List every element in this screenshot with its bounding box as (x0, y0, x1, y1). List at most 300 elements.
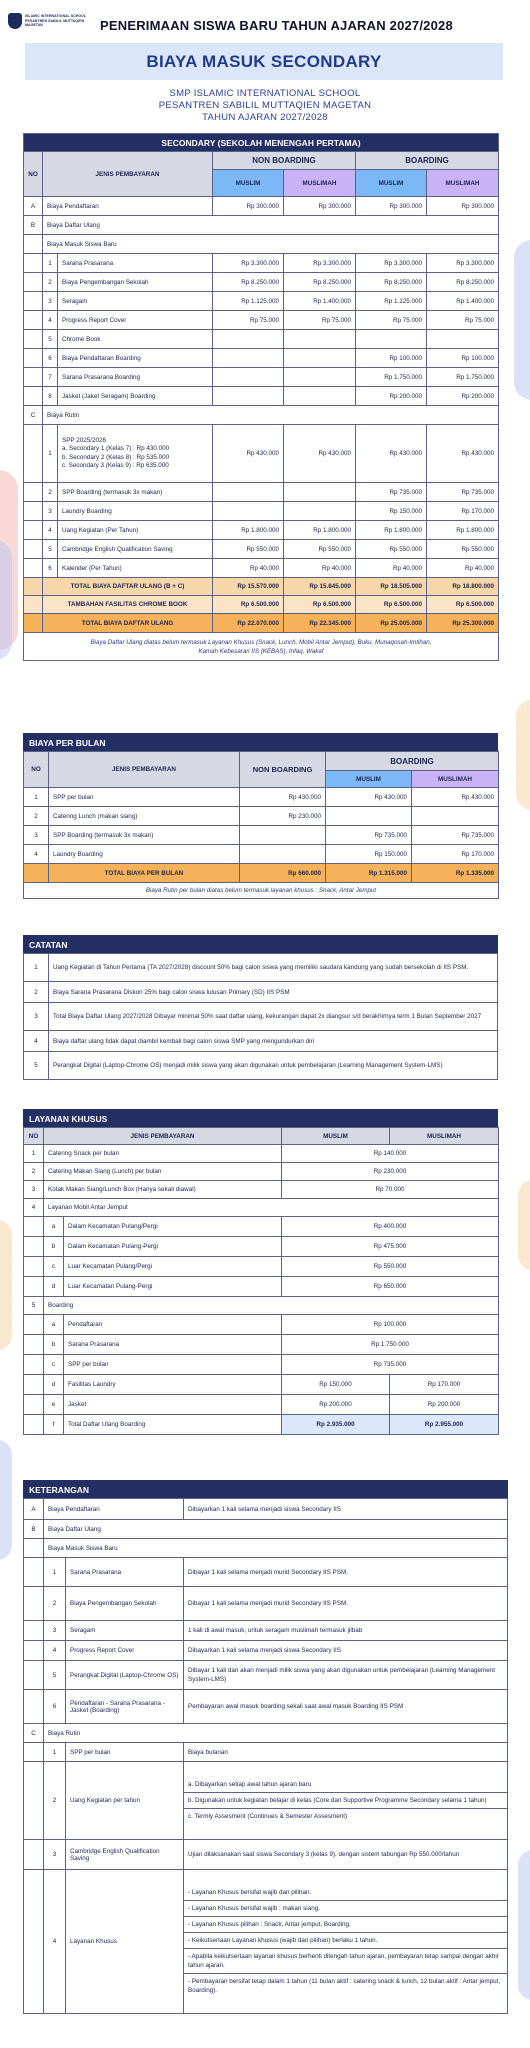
row-no: 5 (24, 1052, 49, 1080)
col-muslim: MUSLIM (282, 1128, 390, 1145)
amount: Rp 40.000 (213, 559, 284, 578)
col-muslim: MUSLIM (356, 170, 427, 197)
spacer-cell (24, 1415, 44, 1435)
total-row (24, 614, 499, 633)
spacer-cell (24, 1257, 44, 1277)
spacer-cell (24, 1277, 44, 1297)
row-label: Sarana Prasarana (66, 1558, 184, 1587)
page-header (0, 0, 530, 155)
row-no: 2 (43, 483, 58, 502)
spp-detail: SPP 2025/2026 a. Secondary 1 (Kelas 7) : Rp 430.000 b. Secondary 2 (Kelas 8) : Rp 535.000 c. Secondary 3 (Kelas 9) : Rp 635.000 (58, 425, 213, 483)
explanation-table (23, 1498, 508, 2014)
row-label: Progress Report Cover (58, 311, 213, 330)
section-title: KETERANGAN (23, 1480, 508, 1498)
table-row (24, 1181, 499, 1199)
amount: Rp 75.000 (213, 311, 284, 330)
row-no: 2 (44, 1762, 66, 1840)
amount: Rp 650.000 (282, 1277, 499, 1297)
description-line: - Pembayaran bersifat tetap dalam 1 tahun (11 bulan aktif : catering snack & lunch, 12 bulan aktif : Antar jemput, Boarding). (188, 1978, 501, 1994)
amount: Rp 3.300.000 (284, 254, 356, 273)
row-label: Jasket (Jaket Seragam) Boarding (58, 387, 213, 406)
table-row (24, 559, 499, 578)
amount: Rp 150.000 (356, 502, 427, 521)
row-label: Luar Kecamatan Pulang/Pergi (64, 1257, 282, 1277)
description-line: - Layanan Khusus bersifat wajib dan pilihan. (184, 1885, 507, 1901)
spacer-cell (24, 387, 43, 406)
row-no: 1 (24, 954, 49, 982)
amount (284, 502, 356, 521)
description-line: - Keikutsertaan Layanan khusus (wajib dan pilihan) berlaku 1 tahun. (184, 1933, 507, 1949)
row-label: Cambridge English Qualification Saving (58, 540, 213, 559)
table-row (24, 406, 499, 425)
amount: Rp 8.250.000 (213, 273, 284, 292)
amount: Rp 22.345.000 (284, 614, 356, 633)
amount: Rp 150.000 (326, 845, 412, 864)
amount (284, 368, 356, 387)
col-muslimah: MUSLIMAH (427, 170, 499, 197)
row-no: c (44, 1355, 64, 1375)
table-row (24, 254, 499, 273)
amount: Rp 550.000 (427, 540, 499, 559)
amount (213, 349, 284, 368)
row-no: a (44, 1217, 64, 1237)
spacer-cell (24, 1641, 44, 1661)
amount: Rp 100.000 (427, 349, 499, 368)
table-row (24, 349, 499, 368)
row-no: 3 (43, 502, 58, 521)
description (184, 1762, 508, 1840)
amount: Rp 6.500.000 (284, 596, 356, 614)
spacer-cell (24, 1237, 44, 1257)
table-row (24, 1335, 499, 1355)
row-label: Perangkat Digital (Laptop-Chrome OS) (66, 1661, 184, 1690)
row-no: 3 (44, 1840, 66, 1870)
table-row (24, 1641, 508, 1661)
row-label: Kotak Makan Siang/Lunch Box (Hanya sekali diawal) (44, 1181, 282, 1199)
spacer-cell (24, 540, 43, 559)
table-row (24, 483, 499, 502)
table-row (24, 1145, 499, 1163)
spacer-cell (24, 330, 43, 349)
description: Dibayarkan 1 kali selama menjadi siswa Secondary IIS (184, 1499, 508, 1520)
row-no: 1 (43, 425, 58, 483)
entry-fee-section (23, 133, 498, 661)
total-row (24, 596, 499, 614)
table-row (24, 1690, 508, 1724)
col-muslimah: MUSLIMAH (412, 771, 499, 788)
table-row (24, 845, 499, 864)
table-row (24, 425, 499, 483)
table-row (24, 216, 499, 235)
row-label: Seragam (66, 1621, 184, 1641)
amount: Rp 200.000 (356, 387, 427, 406)
row-no: 5 (43, 330, 58, 349)
amount: Rp 100.000 (356, 349, 427, 368)
table-row (24, 807, 499, 826)
table-row (24, 273, 499, 292)
row-no: 4 (43, 311, 58, 330)
row-no: 4 (24, 845, 49, 864)
row-no: 3 (43, 292, 58, 311)
row-label: Seragam (58, 292, 213, 311)
amount: Rp 25.300.000 (427, 614, 499, 633)
table-row (24, 1840, 508, 1870)
table-row (24, 1870, 508, 2014)
amount: Rp 550.000 (284, 540, 356, 559)
row-label: Progress Report Cover (66, 1641, 184, 1661)
amount: Rp 200.000 (390, 1395, 499, 1415)
amount: Rp 6.500.000 (427, 596, 499, 614)
row-label: Sarana Prasarana (58, 254, 213, 273)
spacer-cell (24, 1315, 44, 1335)
table-row (24, 330, 499, 349)
decor-shape-right-3 (518, 1180, 530, 1270)
amount: Rp 40.000 (427, 559, 499, 578)
entry-fee-table (23, 133, 499, 661)
row-label: Chrome Book (58, 330, 213, 349)
col-jenis: JENIS PEMBAYARAN (49, 752, 240, 788)
row-no: e (44, 1395, 64, 1415)
amount: Rp 1.750.000 (356, 368, 427, 387)
spacer-cell (24, 1840, 44, 1870)
amount: Rp 8.250.000 (427, 273, 499, 292)
table-row (24, 788, 499, 807)
table-row (24, 368, 499, 387)
table-row (24, 197, 499, 216)
spacer-cell (24, 1587, 44, 1621)
row-no: 7 (43, 368, 58, 387)
row-label: Layanan Khusus (66, 1870, 184, 2014)
spacer-cell (24, 273, 43, 292)
table-row (24, 1257, 499, 1277)
table-row (24, 235, 499, 254)
amount (213, 368, 284, 387)
row-label: Catering Snack per bulan (44, 1145, 282, 1163)
amount: Rp 25.005.000 (356, 614, 427, 633)
col-jenis: JENIS PEMBAYARAN (44, 1128, 282, 1145)
col-no: NO (24, 152, 43, 197)
amount: Rp 8.250.000 (356, 273, 427, 292)
amount: Rp 475.000 (282, 1237, 499, 1257)
amount: Rp 300.000 (427, 197, 499, 216)
row-label: Dalam Kecamatan Pulang/Pergi (64, 1217, 282, 1237)
amount: Rp 1.400.000 (284, 292, 356, 311)
amount: Rp 75.000 (356, 311, 427, 330)
amount: Rp 230.000 (240, 807, 326, 826)
amount: Rp 400.000 (282, 1217, 499, 1237)
table-row (24, 1277, 499, 1297)
row-label: Cambridge English Qualification Saving (66, 1840, 184, 1870)
col-boarding: BOARDING (326, 752, 499, 771)
description: 1 kali di awal masuk, untuk seragam muslimah termasuk jilbab (184, 1621, 508, 1641)
notes-section (23, 935, 498, 1080)
row-no: 1 (24, 1145, 44, 1163)
row-no: B (24, 216, 43, 235)
row-label: SPP per bulan (49, 788, 240, 807)
amount: Rp 75.000 (284, 311, 356, 330)
logo-text: ISLAMIC INTERNATIONAL SCHOOL PESANTREN SABILIL MUTTAQIEN MAGETAN (25, 14, 87, 28)
decor-shape-right-2 (516, 700, 530, 810)
amount: Rp 140.000 (282, 1145, 499, 1163)
description-line: b. Digunakan untuk kegiatan belajar di kelas (Core dan Supportive Programme Secondary selama 1 tahun) (184, 1793, 507, 1809)
col-nonboarding: NON BOARDING (213, 152, 356, 170)
amount: Rp 15.570.000 (213, 578, 284, 596)
school-logo (8, 10, 98, 32)
col-jenis: JENIS PEMBAYARAN (43, 152, 213, 197)
pesantren-name: PESANTREN SABILIL MUTTAQIEN MAGETAN (158, 100, 372, 111)
row-no: 4 (24, 1031, 49, 1052)
row-label: Biaya Masuk Siswa Baru (43, 235, 499, 254)
description-line: - Apabila keikutsertaan layanan khusus berhenti ditengah tahun ajaran, pembayaran tetap sampai dengan akhir tahun ajaran. (184, 1949, 507, 1974)
table-row (24, 1724, 508, 1743)
spacer-cell (24, 349, 43, 368)
row-no: 2 (44, 1587, 66, 1621)
special-services-table (23, 1127, 499, 1435)
row-label: Biaya Rutin (43, 406, 499, 425)
decor-shape-right-4 (518, 1850, 530, 2000)
amount (284, 387, 356, 406)
row-label: Biaya Pengembangan Sekolah (58, 273, 213, 292)
note-text: Biaya daftar ulang tidak dapat diambil kembali bagi calon siswa SMP yang mengundurkan diri (49, 1031, 498, 1052)
col-muslimah: MUSLIMAH (284, 170, 356, 197)
row-no: 1 (44, 1558, 66, 1587)
amount: Rp 1.125.000 (213, 292, 284, 311)
table-row (24, 292, 499, 311)
amount: Rp 430.000 (427, 425, 499, 483)
table-row (24, 1520, 508, 1539)
spacer-cell (24, 311, 43, 330)
spacer-cell (24, 521, 43, 540)
row-no: A (24, 197, 43, 216)
spacer-cell (24, 1217, 44, 1237)
table-row (24, 387, 499, 406)
academic-year: TAHUN AJARAN 2027/2028 (202, 112, 328, 123)
amount (326, 807, 412, 826)
amount: Rp 430.000 (326, 788, 412, 807)
row-label: Biaya Masuk Siswa Baru (44, 1539, 508, 1558)
amount: Rp 735.000 (282, 1355, 499, 1375)
description: Biaya bulanan (184, 1743, 508, 1762)
amount: Rp 2.935.000 (282, 1415, 390, 1435)
table-row (24, 1217, 499, 1237)
amount (240, 845, 326, 864)
row-label: Laundry Boarding (58, 502, 213, 521)
row-no: 8 (43, 387, 58, 406)
total-label: TOTAL BIAYA PER BULAN (49, 864, 240, 883)
row-label: Pendaftaran - Sarana Prasarana - Jasket (Boarding) (66, 1690, 184, 1724)
amount: Rp 430.000 (240, 788, 326, 807)
table-row (24, 1375, 499, 1395)
col-boarding: BOARDING (356, 152, 499, 170)
spacer-cell (24, 1539, 44, 1558)
row-label: Biaya Pengembangan Sekolah (66, 1587, 184, 1621)
table-row (24, 1762, 508, 1840)
row-label: Biaya Pendaftaran (44, 1499, 184, 1520)
table-row (24, 1539, 508, 1558)
amount: Rp 40.000 (356, 559, 427, 578)
row-label: Sarana Prasarana Boarding (58, 368, 213, 387)
row-no: 6 (43, 559, 58, 578)
amount: Rp 300.000 (284, 197, 356, 216)
row-label: Catering Lunch (makan siang) (49, 807, 240, 826)
section-title: CATATAN (23, 935, 498, 953)
amount: Rp 3.300.000 (356, 254, 427, 273)
table-row (24, 521, 499, 540)
row-no: 4 (24, 1199, 44, 1217)
row-label: Catering Makan Siang (Lunch) per bulan (44, 1163, 282, 1181)
total-label: TOTAL BIAYA DAFTAR ULANG (43, 614, 213, 633)
table-row (24, 1355, 499, 1375)
row-no: 3 (44, 1621, 66, 1641)
amount: Rp 1.315.000 (326, 864, 412, 883)
description: Ujian dilaksanakan saat siswa Secondary 3 (kelas 9), dengan sistem tabungan Rp 550.000/tahun (184, 1840, 508, 1870)
row-no: d (44, 1375, 64, 1395)
decor-shape-left-3 (0, 1220, 12, 1350)
row-no: C (24, 406, 43, 425)
amount: Rp 150.000 (282, 1375, 390, 1395)
amount: Rp 735.000 (356, 483, 427, 502)
amount: Rp 70.000 (282, 1181, 499, 1199)
row-no: 1 (43, 254, 58, 273)
row-no: 2 (24, 1163, 44, 1181)
amount: Rp 1.800.000 (284, 521, 356, 540)
spacer-cell (24, 1355, 44, 1375)
amount: Rp 1.800.000 (356, 521, 427, 540)
decor-shape-left-2 (0, 540, 12, 660)
table-row (24, 1395, 499, 1415)
amount: Rp 15.845.000 (284, 578, 356, 596)
spacer-cell (24, 368, 43, 387)
amount: Rp 1.750.000 (282, 1335, 499, 1355)
amount: Rp 3.300.000 (213, 254, 284, 273)
amount: Rp 170.000 (427, 502, 499, 521)
table-row (24, 1661, 508, 1690)
row-label: Uang Kegiatan (Per Tahun) (58, 521, 213, 540)
fee-note: Biaya Daftar Ulang diatas belum termasuk Layanan Khusus (Snack, Lunch, Mobil Antar Jemput), Buku, Munaqosah-Imtihan, Kamah Kebesaran IIS (KEBAS), Infaq, Wakaf (24, 633, 499, 661)
amount: Rp 22.070.000 (213, 614, 284, 633)
amount: Rp 1.800.000 (427, 521, 499, 540)
amount: Rp 3.300.000 (427, 254, 499, 273)
col-muslim: MUSLIM (326, 771, 412, 788)
table-row (24, 1199, 499, 1217)
amount (240, 826, 326, 845)
row-no: 3 (24, 826, 49, 845)
row-no: a (44, 1315, 64, 1335)
row-label: Uang Kegiatan per tahun (66, 1762, 184, 1840)
table-row (24, 1621, 508, 1641)
amount: Rp 660.000 (240, 864, 326, 883)
total-row (24, 578, 499, 596)
amount: Rp 430.000 (213, 425, 284, 483)
amount: Rp 1.125.000 (356, 292, 427, 311)
amount (213, 330, 284, 349)
table-row (24, 311, 499, 330)
notes-table (23, 953, 498, 1080)
amount (284, 349, 356, 368)
spacer-cell (24, 1558, 44, 1587)
amount: Rp 18.505.000 (356, 578, 427, 596)
school-name: SMP ISLAMIC INTERNATIONAL SCHOOL (169, 88, 361, 99)
table-row (24, 1558, 508, 1587)
row-no: 5 (44, 1661, 66, 1690)
row-label: Sarana Prasarana (64, 1335, 282, 1355)
row-no: 1 (44, 1743, 66, 1762)
total-label: TAMBAHAN FASILITAS CHROME BOOK (43, 596, 213, 614)
row-no: 2 (43, 273, 58, 292)
table-row (24, 1315, 499, 1335)
table-row (24, 1163, 499, 1181)
row-label: Luar Kecamatan Pulang-Pergi (64, 1277, 282, 1297)
amount: Rp 230.000 (282, 1163, 499, 1181)
row-label: Boarding (44, 1297, 499, 1315)
list-item (24, 954, 498, 982)
row-no: 3 (24, 1003, 49, 1031)
row-label: Kalender (Per Tahun) (58, 559, 213, 578)
amount (284, 483, 356, 502)
amount: Rp 170.000 (412, 845, 499, 864)
crest-icon (8, 13, 22, 29)
explanation-section (23, 1480, 511, 2014)
spacer-cell (24, 254, 43, 273)
table-row (24, 1297, 499, 1315)
amount (427, 330, 499, 349)
row-label: Jasket (64, 1395, 282, 1415)
amount: Rp 1.400.000 (427, 292, 499, 311)
table-row (24, 540, 499, 559)
note-text: Biaya Sarana Prasarana Diskon 25% bagi calon siswa lulusan Primary (SD) IIS PSM (49, 982, 498, 1003)
amount (412, 807, 499, 826)
amount (213, 387, 284, 406)
amount: Rp 200.000 (427, 387, 499, 406)
row-label: Biaya Pendaftaran (43, 197, 213, 216)
amount: Rp 75.000 (427, 311, 499, 330)
row-no: f (44, 1415, 64, 1435)
description: Dibayarkan 1 kali selama menjadi siswa Secondary IIS (184, 1641, 508, 1661)
table-title: SECONDARY (SEKOLAH MENENGAH PERTAMA) (24, 134, 499, 152)
row-label: Pendaftaran (64, 1315, 282, 1335)
amount (284, 330, 356, 349)
amount: Rp 1.750.000 (427, 368, 499, 387)
special-services-section (23, 1109, 498, 1435)
spacer-cell (24, 1335, 44, 1355)
description: Dibayar 1 kali dan akan menjadi milik siswa yang akan digunakan untuk pembelajaran (Learning Management System-LMS) (184, 1661, 508, 1690)
spacer-cell (24, 559, 43, 578)
description (184, 1870, 508, 2014)
list-item (24, 982, 498, 1003)
list-item (24, 1003, 498, 1031)
spacer-cell (24, 1395, 44, 1415)
row-no: B (24, 1520, 44, 1539)
description-line: - Layanan Khusus bersifat wajib : makan siang. (184, 1901, 507, 1917)
table-row (24, 826, 499, 845)
row-no: 6 (44, 1690, 66, 1724)
amount: Rp 430.000 (412, 788, 499, 807)
spacer-cell (24, 1661, 44, 1690)
amount: Rp 550.000 (282, 1257, 499, 1277)
table-row (24, 1499, 508, 1520)
table-row (24, 1237, 499, 1257)
row-label: Biaya Pendaftaran Boarding (58, 349, 213, 368)
amount: Rp 8.250.000 (284, 273, 356, 292)
amount: Rp 1.800.000 (213, 521, 284, 540)
section-title: LAYANAN KHUSUS (23, 1109, 498, 1127)
row-label: Layanan Mobil Antar Jemput (44, 1199, 499, 1217)
amount: Rp 550.000 (356, 540, 427, 559)
row-label: Total Daftar Ulang Boarding (64, 1415, 282, 1435)
row-no: 5 (43, 540, 58, 559)
list-item (24, 1052, 498, 1080)
row-no: d (44, 1277, 64, 1297)
